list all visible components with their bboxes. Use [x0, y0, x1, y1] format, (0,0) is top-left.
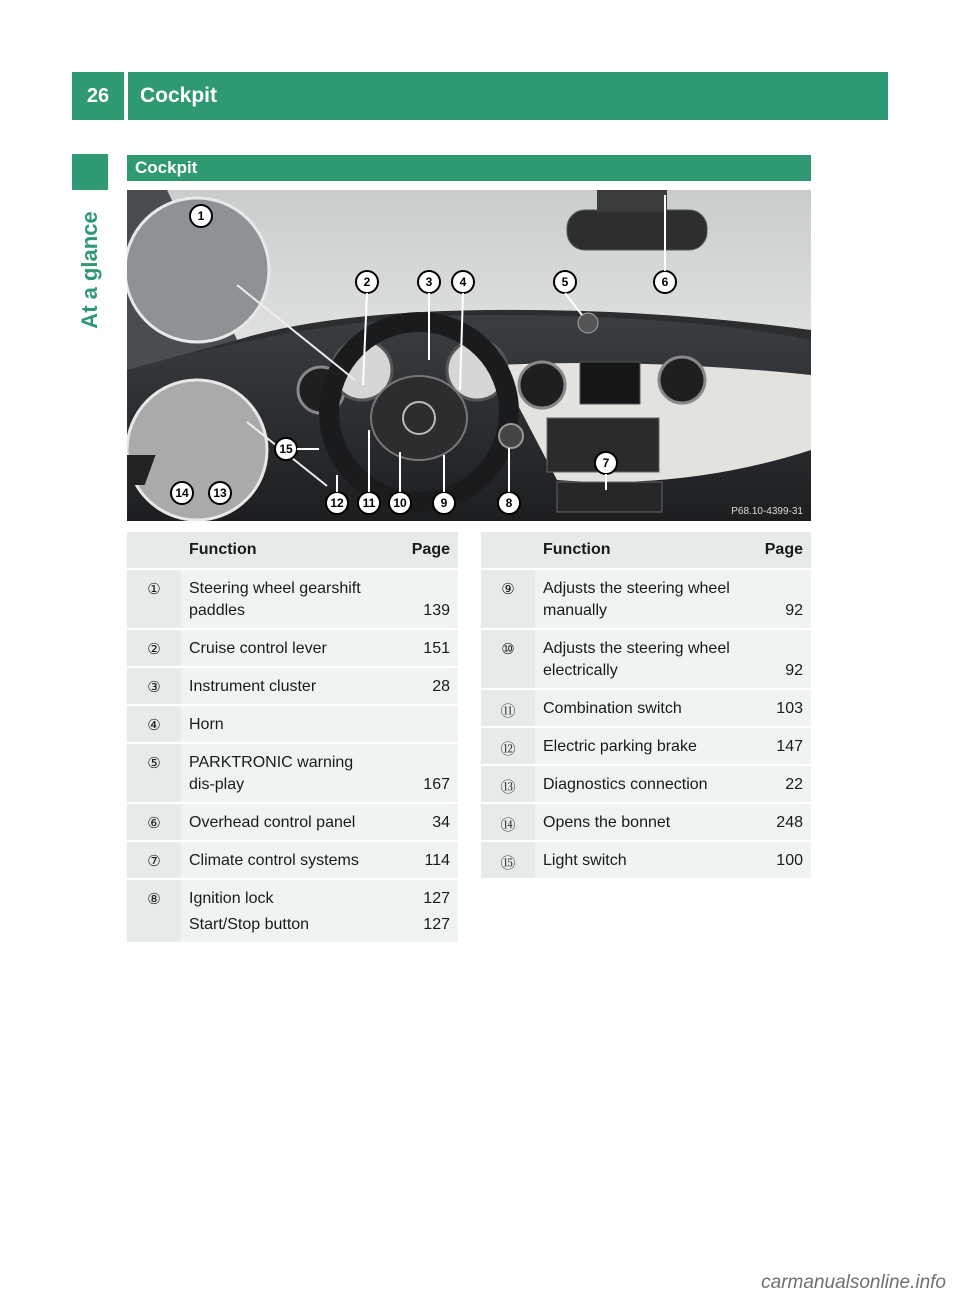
table-header	[127, 532, 458, 569]
table-row	[481, 629, 811, 689]
section-title: Cockpit	[127, 155, 811, 181]
row-page-line-2: 127	[423, 916, 450, 933]
row-number: ⑬	[481, 765, 535, 803]
row-number: ②	[127, 629, 181, 667]
side-tab-block	[72, 154, 108, 190]
rear-view-mirror	[567, 210, 707, 250]
svg-text:6: 6	[661, 275, 669, 289]
row-number: ⑧	[127, 879, 181, 942]
callout-8	[498, 492, 520, 514]
row-function: Horn	[181, 705, 388, 743]
page-number: 26	[72, 72, 124, 120]
svg-text:12: 12	[330, 496, 344, 510]
callout-1	[190, 205, 212, 227]
table-row	[127, 705, 458, 743]
svg-text:10: 10	[393, 496, 407, 510]
table-row	[127, 803, 458, 841]
row-number: ⑦	[127, 841, 181, 879]
table-row	[481, 727, 811, 765]
row-number: ⑨	[481, 569, 535, 629]
svg-text:15: 15	[279, 442, 293, 456]
row-number: ⑩	[481, 629, 535, 689]
table-row	[127, 879, 458, 942]
cockpit-illustration	[127, 190, 811, 521]
svg-text:14: 14	[175, 486, 189, 500]
row-page: 114	[388, 841, 458, 879]
row-function: Overhead control panel	[181, 803, 388, 841]
row-function: Light switch	[535, 841, 741, 878]
parktronic-display	[578, 313, 598, 333]
table-row	[127, 667, 458, 705]
header-page: Page	[741, 532, 811, 569]
row-page: 167	[388, 743, 458, 803]
table-row	[481, 841, 811, 878]
callout-2	[356, 271, 378, 293]
header-function: Function	[535, 532, 741, 569]
row-number: ④	[127, 705, 181, 743]
climate-panel	[557, 482, 662, 512]
callout-4	[452, 271, 474, 293]
table-row	[481, 765, 811, 803]
row-function: Steering wheel gearshift paddles	[181, 569, 388, 629]
table-row	[127, 743, 458, 803]
row-page: 248	[741, 803, 811, 841]
display-screen	[580, 362, 640, 404]
side-tab-label: At a glance	[77, 211, 102, 329]
callout-9	[433, 492, 455, 514]
side-tab	[72, 200, 108, 340]
row-function: PARKTRONIC warning dis-play	[181, 743, 388, 803]
right-air-vent	[659, 357, 705, 403]
row-function-line-2: Start/Stop button	[189, 916, 310, 933]
callout-10	[389, 492, 411, 514]
callout-6	[654, 271, 676, 293]
row-number: ⑥	[127, 803, 181, 841]
row-function	[181, 879, 388, 942]
header-page: Page	[388, 532, 458, 569]
callout-13	[209, 482, 231, 504]
svg-text:13: 13	[213, 486, 227, 500]
row-function: Cruise control lever	[181, 629, 388, 667]
callout-5	[554, 271, 576, 293]
header-num	[481, 532, 535, 569]
svg-text:8: 8	[505, 496, 513, 510]
row-page: 147	[741, 727, 811, 765]
callout-12	[326, 492, 348, 514]
row-function: Diagnostics connection	[535, 765, 741, 803]
callout-14	[171, 482, 193, 504]
row-page: 139	[388, 569, 458, 629]
svg-text:2: 2	[363, 275, 371, 289]
row-page-line: 127	[423, 890, 450, 907]
svg-text:5: 5	[561, 275, 569, 289]
row-page: 92	[741, 629, 811, 689]
row-function-line: Ignition lock	[189, 890, 274, 907]
svg-text:1: 1	[197, 209, 205, 223]
page-title: Cockpit	[128, 72, 888, 120]
row-number: ⑭	[481, 803, 535, 841]
row-function: Adjusts the steering wheel electrically	[535, 629, 741, 689]
start-stop-button	[499, 424, 523, 448]
row-page: 22	[741, 765, 811, 803]
header-function: Function	[181, 532, 388, 569]
steering-wheel-hub	[371, 376, 467, 460]
callout-7	[595, 452, 617, 474]
overhead-console	[597, 190, 667, 212]
figure-code: P68.10-4399-31	[731, 506, 803, 517]
row-page: 34	[388, 803, 458, 841]
table-header	[481, 532, 811, 569]
row-number: ⑪	[481, 689, 535, 727]
function-table-right	[481, 532, 811, 878]
svg-text:11: 11	[362, 496, 376, 510]
detail-inset-bottom	[127, 380, 267, 520]
row-number: ③	[127, 667, 181, 705]
table-row	[481, 569, 811, 629]
svg-text:9: 9	[440, 496, 448, 510]
callout-11	[358, 492, 380, 514]
header-num	[127, 532, 181, 569]
row-page: 151	[388, 629, 458, 667]
table-row	[481, 689, 811, 727]
callout-15	[275, 438, 297, 460]
svg-text:4: 4	[459, 275, 467, 289]
callout-3	[418, 271, 440, 293]
function-table-left	[127, 532, 458, 942]
row-number: ⑫	[481, 727, 535, 765]
table-row	[481, 803, 811, 841]
row-page	[388, 705, 458, 743]
left-air-vent	[519, 362, 565, 408]
row-number: ⑮	[481, 841, 535, 878]
row-function: Instrument cluster	[181, 667, 388, 705]
svg-text:7: 7	[602, 456, 610, 470]
row-page: 103	[741, 689, 811, 727]
table-row	[127, 841, 458, 879]
table-row	[127, 569, 458, 629]
row-page: 100	[741, 841, 811, 878]
row-function: Climate control systems	[181, 841, 388, 879]
row-page: 28	[388, 667, 458, 705]
row-function: Opens the bonnet	[535, 803, 741, 841]
row-page	[388, 879, 458, 942]
watermark[interactable]: carmanualsonline.info	[761, 1272, 946, 1293]
cockpit-svg	[127, 190, 811, 521]
svg-text:3: 3	[425, 275, 433, 289]
row-function: Adjusts the steering wheel manually	[535, 569, 741, 629]
row-function: Combination switch	[535, 689, 741, 727]
row-number: ⑤	[127, 743, 181, 803]
table-row	[127, 629, 458, 667]
row-function: Electric parking brake	[535, 727, 741, 765]
row-number: ①	[127, 569, 181, 629]
row-page: 92	[741, 569, 811, 629]
